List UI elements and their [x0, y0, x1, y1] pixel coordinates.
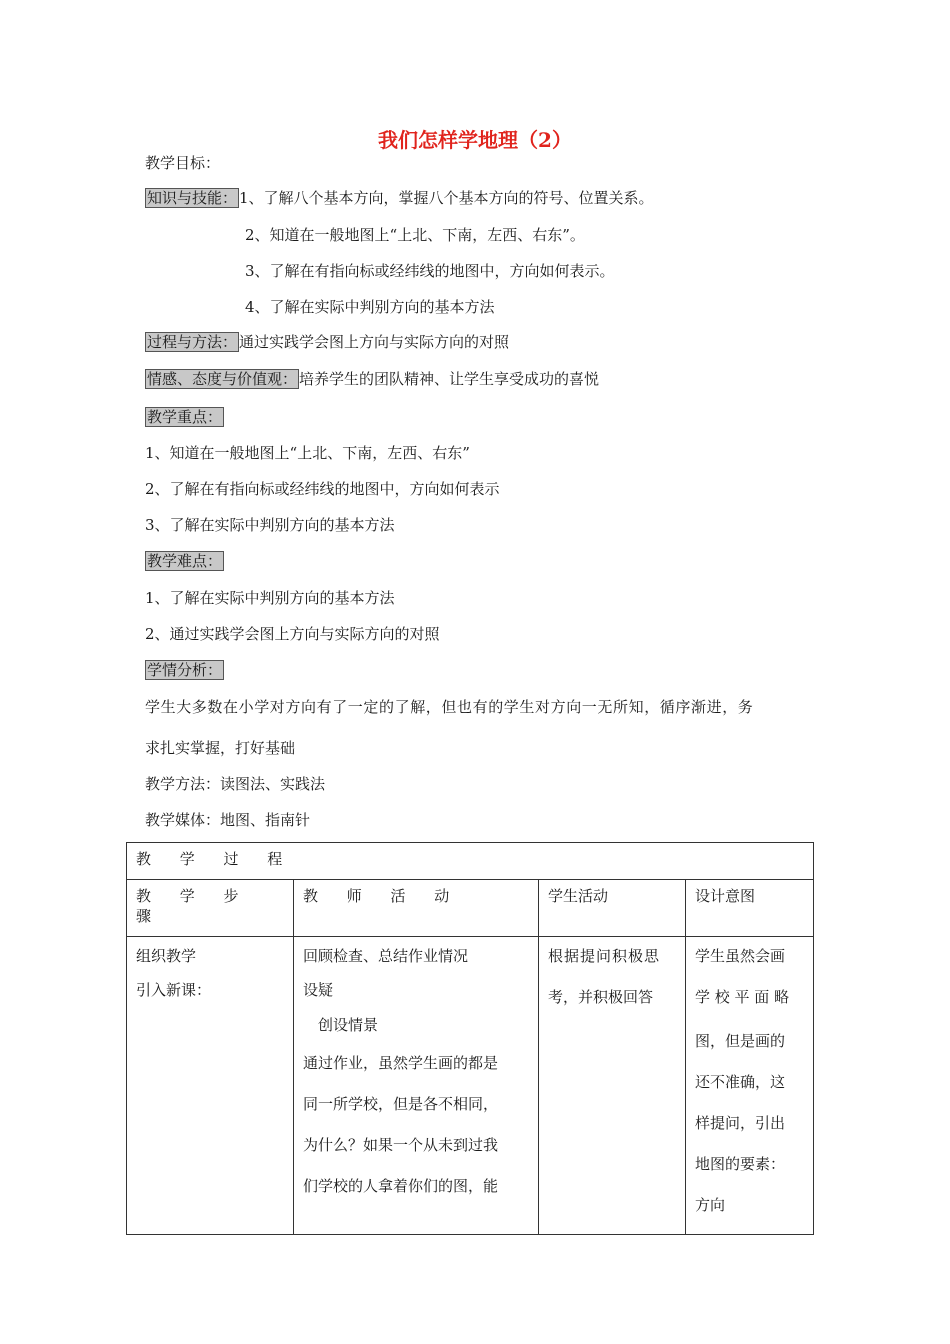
analysis-heading — [145, 660, 224, 680]
student-line: 考，并积极回答 — [548, 988, 654, 1006]
process-row — [145, 332, 509, 352]
page-title: 我们怎样学地理（2） — [378, 128, 572, 152]
process-table — [126, 842, 814, 1235]
step-label: 组织教学 — [136, 947, 197, 965]
difficulty-item: 1、了解在实际中判别方向的基本方法 — [145, 589, 395, 607]
knowledge-label: 知识与技能： — [147, 189, 238, 207]
attitude-label: 情感、态度与价值观： — [147, 370, 298, 388]
intent-line: 学生虽然会画 — [695, 947, 786, 965]
analysis-text: 学生大多数在小学对方向有了一定的了解，但也有的学生对方向一无所知，循序渐进，务 — [145, 698, 754, 716]
key-point-item: 3、了解在实际中判别方向的基本方法 — [145, 516, 395, 534]
knowledge-item: 1、了解八个基本方向，掌握八个基本方向的符号、位置关系。 — [239, 189, 654, 207]
teacher-line: 回顾检查、总结作业情况 — [303, 947, 469, 965]
teacher-line: 通过作业，虽然学生画的都是 — [303, 1054, 499, 1072]
process-text: 通过实践学会图上方向与实际方向的对照 — [239, 333, 510, 351]
table-header: 学生活动 — [548, 887, 609, 905]
knowledge-row — [145, 188, 654, 208]
teaching-media: 教学媒体：地图、指南针 — [145, 811, 311, 829]
key-points-label: 教学重点： — [147, 408, 223, 426]
table-title: 教 学 过 程 — [136, 850, 295, 868]
analysis-label: 学情分析： — [147, 661, 223, 679]
teaching-methods: 教学方法：读图法、实践法 — [145, 775, 326, 793]
intent-line: 还不准确，这 — [695, 1073, 786, 1091]
table-header: 教 学 步 骤 — [136, 887, 251, 925]
difficulty-item: 2、通过实践学会图上方向与实际方向的对照 — [145, 625, 440, 643]
difficulties-label: 教学难点： — [147, 552, 223, 570]
key-point-item: 2、了解在有指向标或经纬线的地图中，方向如何表示 — [145, 480, 500, 498]
table-title-row — [127, 843, 814, 880]
teacher-line: 设疑 — [303, 981, 334, 999]
table-header: 教 师 活 动 — [303, 887, 462, 905]
intent-line: 地图的要素： — [695, 1155, 786, 1173]
knowledge-item: 4、了解在实际中判别方向的基本方法 — [245, 298, 495, 316]
process-label: 过程与方法： — [147, 333, 238, 351]
objectives-heading: 教学目标： — [145, 154, 221, 172]
table-row — [127, 937, 814, 1235]
intent-line: 样提问，引出 — [695, 1114, 786, 1132]
table-header-row — [127, 880, 814, 937]
teacher-line: 创设情景 — [303, 1016, 379, 1034]
teacher-line: 们学校的人拿着你们的图，能 — [303, 1177, 499, 1195]
intent-line: 方向 — [695, 1196, 726, 1214]
knowledge-item: 3、了解在有指向标或经纬线的地图中，方向如何表示。 — [245, 262, 615, 280]
knowledge-item: 2、知道在一般地图上“上北、下南，左西、右东”。 — [245, 226, 585, 244]
teacher-line: 同一所学校，但是各不相同， — [303, 1095, 499, 1113]
table-header: 设计意图 — [695, 887, 756, 905]
intent-line: 图，但是画的 — [695, 1032, 786, 1050]
analysis-text: 求扎实掌握，打好基础 — [145, 739, 296, 757]
key-point-item: 1、知道在一般地图上“上北、下南，左西、右东” — [145, 444, 470, 462]
teacher-line: 为什么？如果一个从未到过我 — [303, 1136, 499, 1154]
difficulties-heading — [145, 551, 224, 571]
intent-line: 学 校 平 面 略 — [695, 988, 790, 1006]
key-points-heading — [145, 407, 224, 427]
step-label: 引入新课： — [136, 981, 212, 999]
student-line: 根据提问积极思 — [548, 947, 661, 965]
attitude-row — [145, 369, 599, 389]
attitude-text: 培养学生的团队精神、让学生享受成功的喜悦 — [299, 370, 600, 388]
